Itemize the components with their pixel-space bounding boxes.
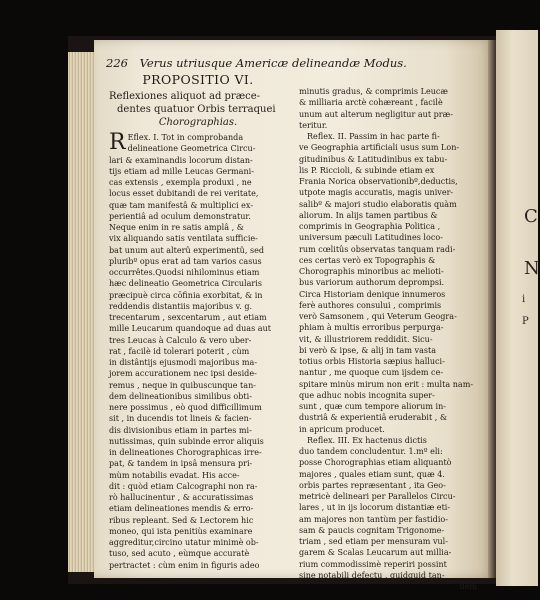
text-line: universum pæculi Latitudines loco- (299, 233, 443, 243)
text-line: dustriâ & experientiâ eruderabit , & (299, 413, 448, 423)
text-line: sam & paucis cognitam Trigonome- (299, 525, 445, 535)
section-title (109, 90, 287, 129)
text-line: comprimis in Geographia Politica , (299, 222, 441, 231)
text-line: nutissimas, quin subinde error aliquis (109, 436, 264, 446)
text-line: in apricum producet. (299, 424, 385, 434)
facing-page (496, 30, 538, 586)
text-line: etiam delineationes mendis & erro- (109, 504, 254, 514)
text-line: jorem accurationem nec ipsi deside- (109, 369, 257, 379)
section-title-line: dentes quatuor Orbis terraquei (117, 104, 276, 115)
text-line: ribus repleant. Sed & Lectorem hic (109, 515, 254, 525)
text-line: lares , ut in ijs locorum distantiæ eti- (299, 503, 451, 513)
text-line: salibº & majori studio elaboratis quàm (299, 199, 457, 209)
text-line: ces certas verò ex Topographis & (299, 255, 436, 265)
text-line: Reflex. III. Ex hactenus dictis (307, 435, 427, 445)
text-line: vix aliquando satis ventilata sufficie- (109, 234, 258, 244)
text-line: aliorum. In alijs tamen partibus & (299, 210, 438, 220)
text-line: hæc delineatio Geometrica Circularis (109, 279, 262, 289)
text-line: trecentarum , sexcentarum , aut etiam (109, 313, 267, 322)
text-line: Eflex. I. Tot in comprobanda (127, 133, 244, 142)
text-line: posse Chorographias etiam aliquantò (299, 458, 452, 468)
text-line: cas extensis , exempla produxi , ne (109, 178, 252, 187)
text-line: ve Geographia artificiali usus sum Lon- (299, 143, 460, 153)
left-text-column (109, 72, 287, 571)
text-line: pat, & tandem in ipsâ mensura pri- (109, 459, 253, 469)
text-line: phiam à multis erroribus perpurga- (299, 323, 444, 333)
text-line: lis P. Riccioli, & subinde etiam ex (299, 165, 435, 175)
text-line: spitare minùs mirum non erit : multa nam- (299, 379, 474, 389)
text-line: majores , quales etiam sunt, quæ 4. (299, 469, 445, 479)
text-line: reddendis distantiis majoribus v. g. (109, 301, 253, 311)
text-line: & milliaria arctè cohæreant , facilè (299, 98, 443, 108)
text-line: metricè delineari per Parallelos Circu- (299, 492, 456, 501)
text-line: Circa Historiam denique innumeros (299, 289, 446, 299)
text-line: rat , facilè id tolerari poterit , cùm (109, 346, 250, 356)
right-text-column (299, 86, 477, 592)
text-line: rium commodissimè reperiri possint (299, 559, 447, 569)
text-line: rò hallucinentur , & accuratissimas (109, 493, 254, 502)
text-line: tijs etiam ad mille Leucas Germani- (109, 166, 254, 176)
text-line: am majores non tantùm per fastidio- (299, 514, 448, 524)
text-line: occurrêtes.Quodsi nihilominus etiam (109, 268, 260, 277)
text-line: sit , in ducendis tot lineis & facien- (109, 414, 252, 424)
text-line: sine notabili defectu , quidquid tan- (299, 570, 445, 580)
page-number: 226 (106, 56, 128, 70)
right-paragraph (299, 86, 477, 581)
section-title-line: Reflexiones aliquot ad præce- (109, 91, 261, 102)
facing-page-fragment: N (524, 258, 540, 279)
text-line: remus , neque in quibuscunque tan- (109, 380, 256, 390)
text-line: bi verò & ipse, & alij in tam vasta (299, 345, 437, 355)
text-line: Neque enim in re satis amplâ , & (109, 223, 244, 232)
text-line: unum aut alterum negligitur aut præ- (299, 109, 453, 119)
text-line: lari & examinandis locorum distan- (109, 155, 253, 165)
proposition-heading: PROPOSITIO VI. (142, 72, 254, 87)
text-line: pertractet : cùm enim in figuris adeo (109, 560, 260, 570)
text-line: dit : quòd etiam Calcographi non ra- (109, 481, 258, 491)
text-line: pluribº opus erat ad tam varios casus (109, 256, 262, 266)
text-line: duo tandem concludentur. 1.mº eli: (299, 447, 443, 456)
text-line: totius orbis Historia sæpius halluci- (299, 357, 445, 366)
text-line: Chorographis minoribus ac melioti- (299, 267, 444, 276)
text-line: mùm notabilis evadat. His acce- (109, 470, 240, 480)
left-paragraph (109, 132, 287, 571)
text-line: mille Leucarum quandoque ad duas aut (109, 324, 271, 334)
text-line: bus variorum authorum deprompsi. (299, 278, 445, 288)
text-line: aggreditur,circino utatur minimè ob- (109, 538, 259, 547)
text-line: dem delineationibus similibus obti- (109, 391, 252, 401)
text-line: quæ tam manifestâ & multiplici ex- (109, 200, 254, 210)
text-line: gitudinibus & Latitudinibus ex tabu- (299, 154, 448, 164)
text-line: delineatione Geometrica Circu- (127, 144, 256, 154)
text-line: dis divisionibus etiam in partes mi- (109, 425, 252, 435)
facing-page-fragment: C (524, 206, 538, 227)
text-line: tres Leucas à Calculo & vero uber- (109, 335, 252, 345)
text-line: in delineationes Chorographicas irre- (109, 448, 262, 457)
running-title: Verus utriusque Americæ delineandæ Modus. (139, 56, 407, 70)
text-line: que adhuc nobis incognita super- (299, 390, 435, 400)
text-line: verò Samsonem , qui Veterum Geogra- (299, 312, 457, 321)
book-gutter (488, 40, 496, 578)
text-line: orbis partes repræsentant , ita Geo- (299, 480, 446, 490)
text-line: perientiâ ad oculum demonstratur. (109, 211, 251, 221)
text-line: præcipuè circa cōfinia exorbitat, & in (109, 290, 263, 300)
text-line: nere possimus , eò quod difficillimum (109, 403, 262, 412)
drop-cap: R (109, 130, 126, 155)
text-line: vit, & illustriorem reddidit. Sicu- (299, 334, 433, 344)
text-line: nantur , me quoque cum ijsdem ce- (299, 368, 444, 378)
text-line: triam , sed etiam per mensuram vul- (299, 537, 448, 546)
text-line: Reflex. II. Passim in hac parte fi- (307, 132, 440, 141)
text-line: sunt , quæ cum tempore aliorum in- (299, 402, 447, 411)
text-line: garem & Scalas Leucarum aut millia- (299, 548, 452, 558)
text-line: rum cœlitûs observatas tanquam radi- (299, 244, 456, 254)
text-line: utpote magis accuratis, magis univer- (299, 188, 454, 198)
text-line: in distântijs ejusmodi majoribus ma- (109, 358, 258, 367)
text-line: locus esset dubitandi de rei veritate, (109, 189, 259, 199)
section-title-line: Chorographias. (158, 117, 238, 128)
text-line: Frania Norica observationibº,deductis, (299, 177, 458, 186)
page-edges (68, 52, 96, 572)
facing-page-fragment: i (522, 294, 526, 305)
running-header (106, 56, 486, 70)
text-line: bat unum aut alterû experimentû, sed (109, 245, 264, 255)
text-line: tuso, sed acuto , eùmque accuratè (109, 549, 250, 559)
text-line: teritur. (299, 120, 328, 130)
text-line: moneo, qui ista penitiùs examinare (109, 526, 253, 536)
text-line: minutis gradus, & comprimis Leucæ (299, 87, 448, 96)
facing-page-fragment: P (522, 316, 529, 327)
text-line: ferè authores consului , comprimis (299, 300, 442, 310)
catchword: dem (459, 582, 477, 591)
